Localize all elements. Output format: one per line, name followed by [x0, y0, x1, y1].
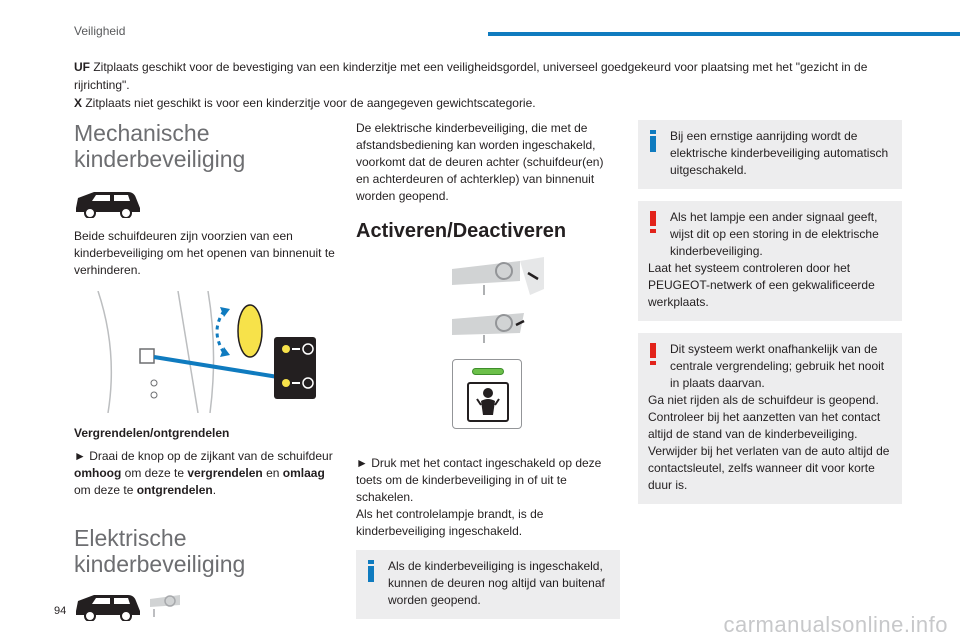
elec-icons: [74, 589, 338, 621]
dashboard-icon: [148, 593, 182, 621]
lock-step-end: .: [212, 483, 217, 497]
dashboard-icon: [450, 309, 530, 345]
warning-note-system: [638, 333, 902, 504]
legend-x-text: Zitplaats niet geschikt is voor een kinderzitje voor de aangegeven gewichtscategorie.: [82, 96, 536, 110]
info-note-collision: [638, 120, 902, 189]
lock-step-up: omhoog: [74, 466, 122, 480]
page-number: 94: [54, 605, 67, 617]
warning-icon: [650, 343, 656, 365]
warning-icon: [650, 211, 656, 233]
elec-title-line-1: Elektrische: [74, 525, 187, 551]
legend-uf: [74, 58, 894, 94]
lock-step-lock: vergrendelen: [187, 466, 263, 480]
header-accent-bar: [488, 32, 960, 36]
info-icon: [650, 130, 656, 152]
dashboard-open-icon: [450, 255, 550, 299]
info-note-outside-open: [356, 550, 620, 619]
activate-step: ► Druk met het contact ingeschakeld op deze toets om de kinderbeveiliging in of uit te schakelen.: [356, 456, 602, 504]
mech-body: Beide schuifdeuren zijn voorzien van een kinderbeveiliging om het openen van binnenuit te verhinderen.: [74, 229, 335, 277]
mech-title-line-1: Mechanische: [74, 120, 210, 146]
warning-note-system-line-1: Dit systeem werkt onafhankelijk van de centrale vergrendeling; gebruik het nooit in plaats daarvan.: [670, 342, 885, 390]
lock-step-unlock: ontgrendelen: [136, 483, 213, 497]
lock-step-mid1: om deze te: [121, 466, 188, 480]
elec-intro: De elektrische kinderbeveiliging, die met de afstandsbediening kan worden ingeschakeld, voorkomt dat de deuren achter (schuifdeur(en) en achterdeuren of achterklep) van binnenuit worden geopend.: [356, 121, 604, 203]
van-icon: [74, 186, 144, 218]
child-lock-button-illustration: [452, 359, 522, 429]
column-1: [74, 120, 338, 621]
intro-legend: [74, 58, 894, 112]
legend-uf-label: UF: [74, 60, 90, 74]
child-lock-indicator-light: [472, 368, 504, 375]
legend-x: [74, 94, 894, 112]
van-icon: [74, 589, 144, 621]
column-2: [356, 120, 620, 619]
lock-step-down: omlaag: [282, 466, 325, 480]
child-lock-icon: [471, 385, 505, 419]
section-title: Veiligheid: [74, 24, 126, 38]
lamp-text: Als het controlelampje brandt, is de kinderbeveiliging ingeschakeld.: [356, 507, 544, 538]
lock-step-mid3: om deze te: [74, 483, 137, 497]
legend-uf-text: Zitplaats geschikt voor de bevestiging van een kinderzitje met een veiligheidsgordel, universeel goedgekeurd voor plaatsing met het "gezicht in de rijrichting".: [74, 60, 868, 92]
warning-note-system-line-3: Controleer bij het aanzetten van het contact altijd de stand van de kinderbeveiliging.: [648, 410, 881, 441]
warning-note-lamp-line-2: Laat het systeem controleren door het PEUGEOT-netwerk of een gekwalificeerde werkplaats.: [648, 261, 875, 309]
warning-note-system-line-4: Verwijder bij het verlaten van de auto altijd de contactsleutel, zelfs wanneer dit voor korte duur is.: [648, 444, 890, 492]
elec-title: [74, 525, 338, 577]
lock-step-mid2: en: [262, 466, 283, 480]
info-note-text: Als de kinderbeveiliging is ingeschakeld, kunnen de deuren nog altijd van buitenaf worden geopend.: [388, 559, 605, 607]
info-note-collision-text: Bij een ernstige aanrijding wordt de elektrische kinderbeveiliging automatisch uitgeschakeld.: [670, 129, 889, 177]
activate-heading: Activeren/Deactiveren: [356, 220, 567, 242]
mech-title-line-2: kinderbeveiliging: [74, 146, 246, 172]
lock-heading: Vergrendelen/ontgrendelen: [74, 426, 230, 440]
warning-note-lamp: [638, 201, 902, 321]
legend-x-label: X: [74, 96, 83, 110]
warning-note-system-line-2: Ga niet rijden als de schuifdeur is geopend.: [648, 393, 879, 407]
column-3: [638, 120, 902, 504]
mech-title: [74, 120, 338, 172]
elec-title-line-2: kinderbeveiliging: [74, 551, 246, 577]
warning-note-lamp-line-1: Als het lampje een ander signaal geeft, wijst dit op een storing in de elektrische kinderbeveiliging.: [670, 210, 879, 258]
info-icon: [368, 560, 374, 582]
lock-step: [74, 448, 338, 499]
lock-step-pre: ► Draai de knop op de zijkant van de schuifdeur: [74, 449, 333, 463]
watermark: carmanualsonline.info: [723, 612, 948, 637]
sliding-door-lock-illustration: [88, 291, 324, 413]
